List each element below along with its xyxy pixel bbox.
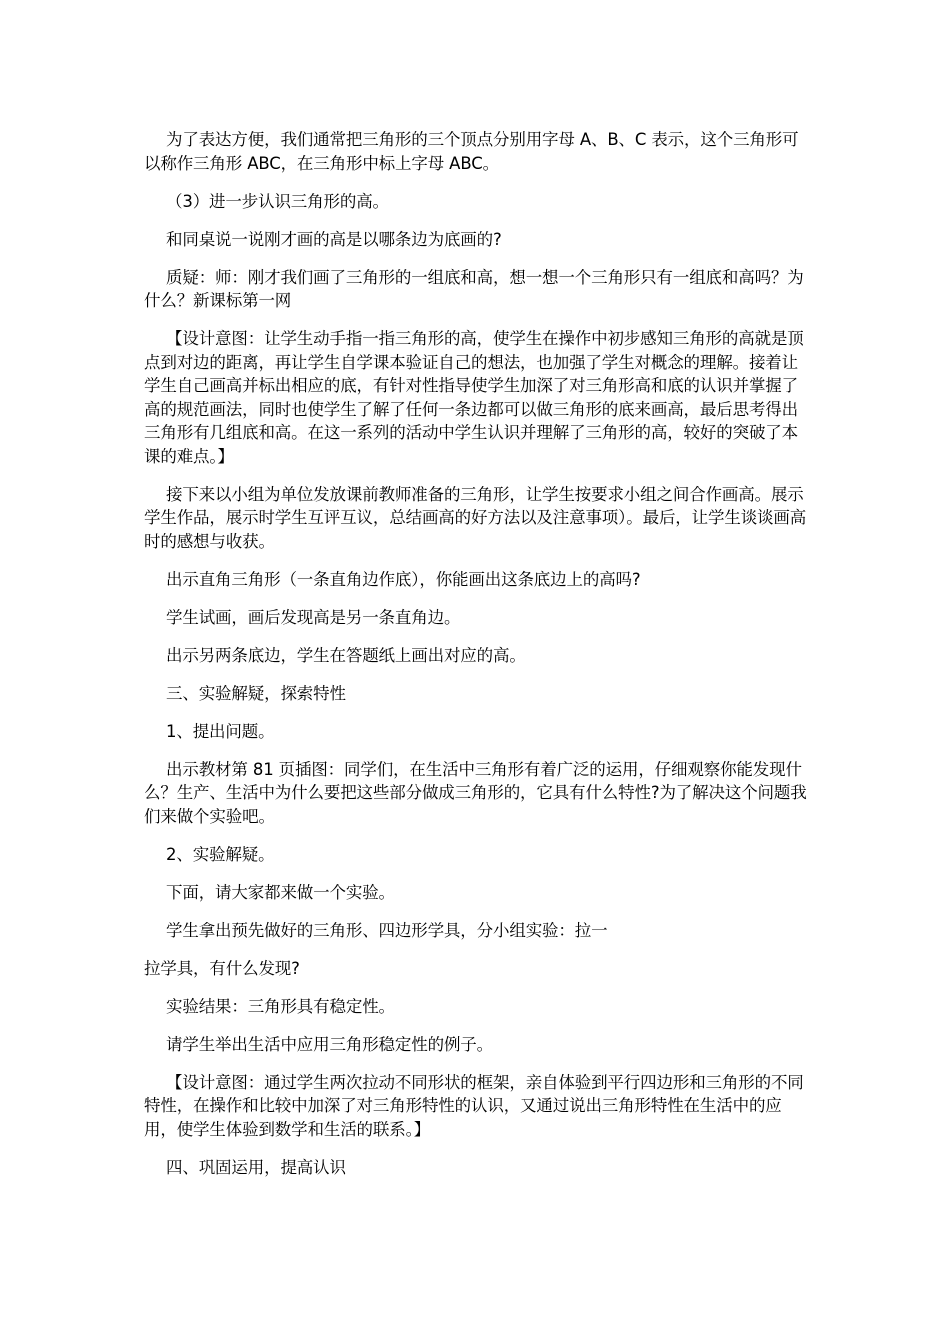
paragraph-design-intent-1: 【设计意图：让学生动手指一指三角形的高，使学生在操作中初步感知三角形的高就是顶点到对边的距离，再让学生自学课本验证自己的想法，也加强了学生对概念的理解。接着让学生自己画高并标出相应的底，有针对性指导使学生加深了对三角形高和底的认识并掌握了高的规范画法，同时也使学生了解了任何一条边都可以做三角形的底来画高，最后思考得出三角形有几组底和高。在这一系列的活动中学生认识并理解了三角形的高，较好的突破了本课的难点。】 <box>144 329 804 466</box>
document-body <box>144 128 809 1194</box>
paragraph-other-bases: 出示另两条底边，学生在答题纸上画出对应的高。 <box>166 645 526 665</box>
paragraph-right-triangle: 出示直角三角形（一条直角边作底），你能画出这条底边上的高吗? <box>166 569 641 589</box>
paragraph-question: 质疑：师：刚才我们画了三角形的一组底和高，想一想一个三角形只有一组底和高吗？为什么？新课标第一网 <box>144 267 804 310</box>
heading-section-4: 四、巩固运用，提高认识 <box>166 1157 346 1177</box>
paragraph-group-activity: 接下来以小组为单位发放课前教师准备的三角形，让学生按要求小组之间合作画高。展示学生作品，展示时学生互评互议，总结画高的好方法以及注意事项）。最后，让学生谈谈画高时的感想与收获。 <box>144 484 807 551</box>
paragraph-pull-tools: 拉学具，有什么发现? <box>144 958 300 978</box>
paragraph-labeling-abc: 为了表达方便，我们通常把三角形的三个顶点分别用字母 A、B、C 表示，这个三角形可以称作三角形 ABC，在三角形中标上字母 ABC。 <box>144 130 799 173</box>
paragraph-students-take-tools: 学生拿出预先做好的三角形、四边形学具，分小组实验：拉一 <box>166 920 608 940</box>
paragraph-section-3-height: （3）进一步认识三角形的高。 <box>166 191 389 211</box>
paragraph-student-try: 学生试画，画后发现高是另一条直角边。 <box>166 607 461 627</box>
paragraph-textbook-illustration: 出示教材第 81 页插图：同学们，在生活中三角形有着广泛的运用，仔细观察你能发现什么？生产、生活中为什么要把这些部分做成三角形的，它具有什么特性?为了解决这个问题我们来做个实验吧。 <box>144 759 807 826</box>
paragraph-do-experiment: 下面，请大家都来做一个实验。 <box>166 882 395 902</box>
paragraph-experiment-result: 实验结果：三角形具有稳定性。 <box>166 996 395 1016</box>
paragraph-design-intent-2: 【设计意图：通过学生两次拉动不同形状的框架，亲自体验到平行四边形和三角形的不同特性，在操作和比较中加深了对三角形特性的认识，又通过说出三角形特性在生活中的应用，使学生体验到数学和生活的联系。】 <box>144 1072 804 1139</box>
heading-raise-question: 1、提出问题。 <box>166 721 275 741</box>
paragraph-life-examples: 请学生举出生活中应用三角形稳定性的例子。 <box>166 1034 494 1054</box>
heading-section-3: 三、实验解疑，探索特性 <box>166 683 346 703</box>
heading-experiment: 2、实验解疑。 <box>166 844 275 864</box>
paragraph-discuss-with-deskmate: 和同桌说一说刚才画的高是以哪条边为底画的? <box>166 229 502 249</box>
